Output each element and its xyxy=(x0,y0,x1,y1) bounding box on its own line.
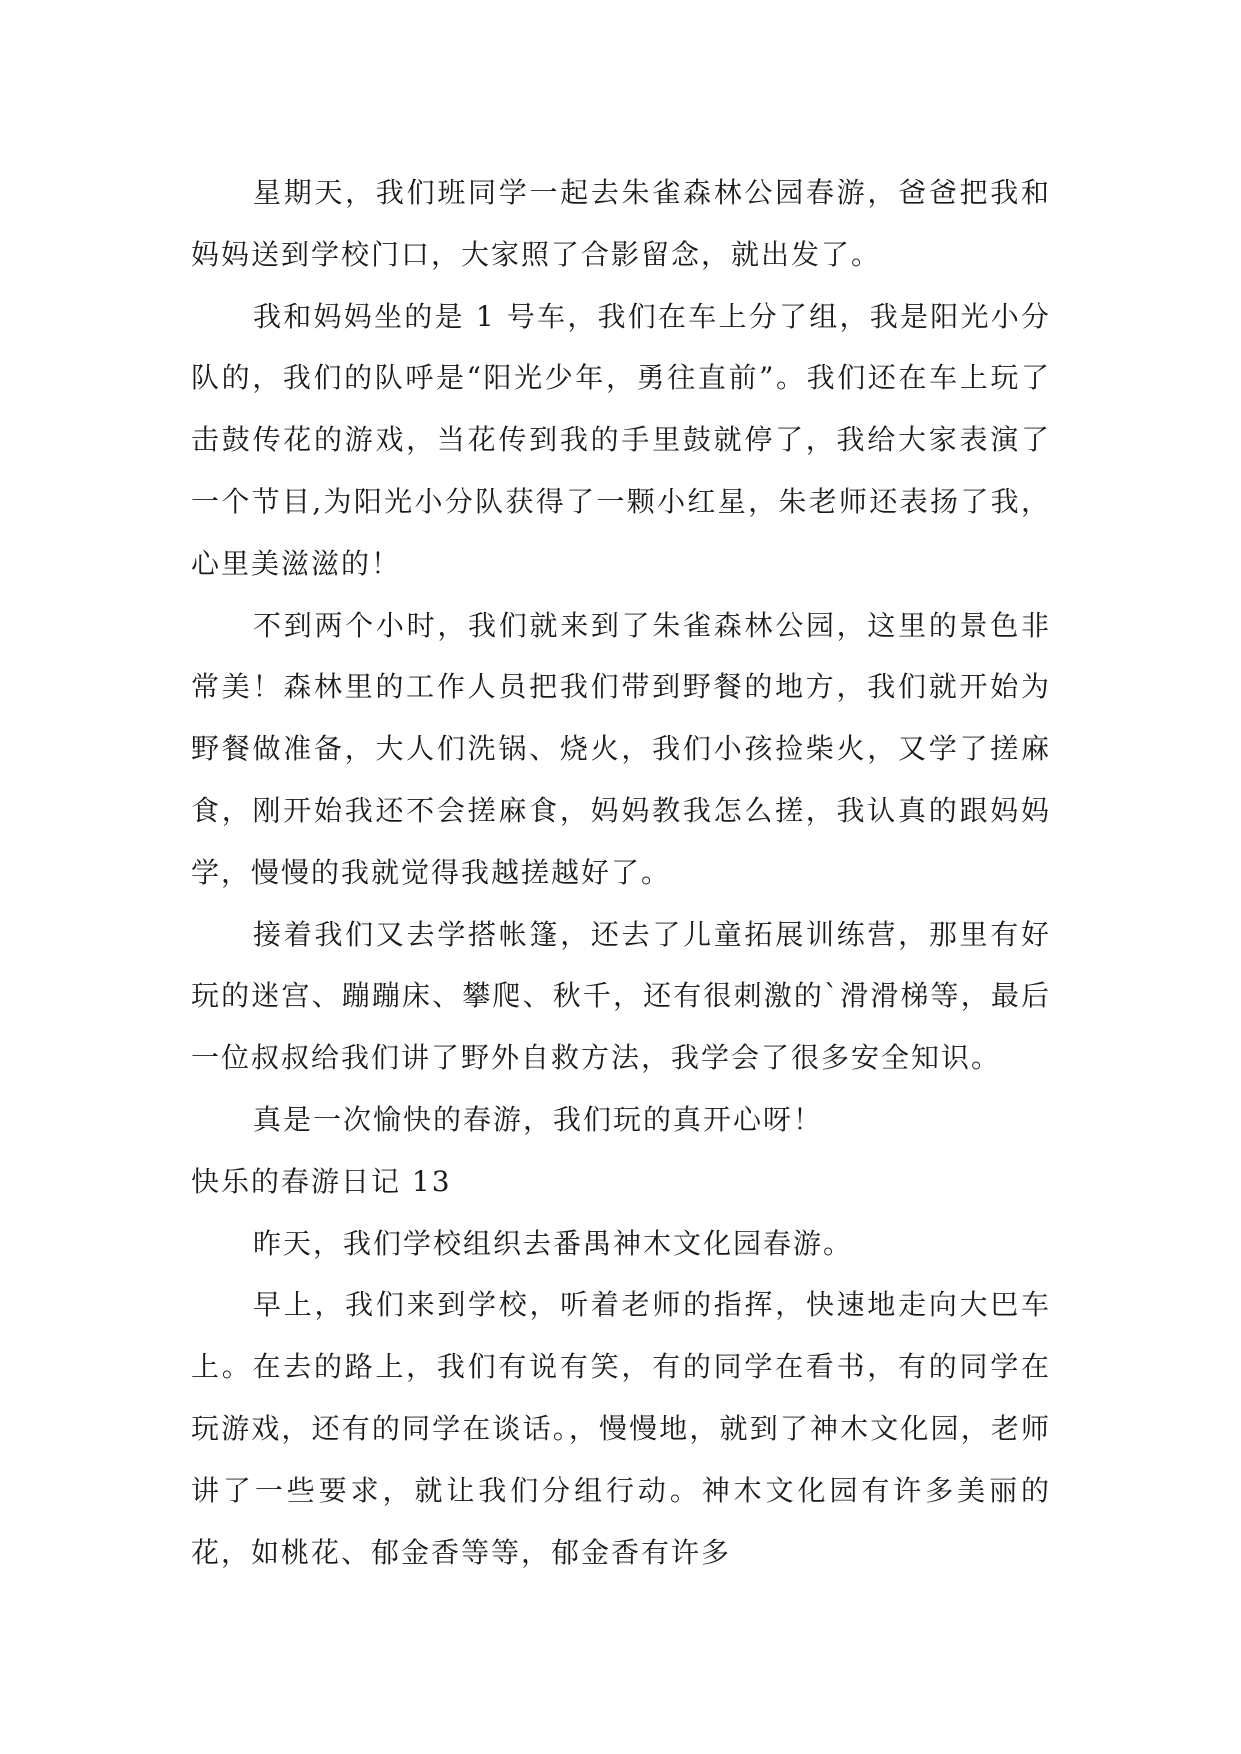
paragraph-bus-ride: 我和妈妈坐的是 1 号车，我们在车上分了组，我是阳光小分队的，我们的队呼是“阳光少年，勇往直前”。我们还在车上玩了击鼓传花的游戏，当花传到我的手里鼓就停了，我给大家表演了一个节目,为阳光小分队获得了一颗小红星，朱老师还表扬了我，心里美滋滋的！ xyxy=(191,299,1051,580)
paragraph-picnic: 不到两个小时，我们就来到了朱雀森林公园，这里的景色非常美！森林里的工作人员把我们带到野餐的地方，我们就开始为野餐做准备，大人们洗锅、烧火，我们小孩捡柴火，又学了搓麻食，刚开始我还不会搓麻食，妈妈教我怎么搓，我认真的跟妈妈学，慢慢的我就觉得我越搓越好了。 xyxy=(191,608,1051,889)
article-body xyxy=(191,162,1051,1583)
paragraph-conclusion: 真是一次愉快的春游，我们玩的真开心呀！ xyxy=(253,1102,824,1136)
paragraph-departure: 星期天，我们班同学一起去朱雀森林公园春游，爸爸把我和妈妈送到学校门口，大家照了合影留念，就出发了。 xyxy=(191,176,1051,271)
section-title: 快乐的春游日记 13 xyxy=(191,1164,452,1198)
paragraph-intro-2: 昨天，我们学校组织去番禺神木文化园春游。 xyxy=(253,1226,854,1260)
paragraph-activities: 接着我们又去学搭帐篷，还去了儿童拓展训练营，那里有好玩的迷宫、蹦蹦床、攀爬、秋千，还有很刺激的`滑滑梯等，最后一位叔叔给我们讲了野外自救方法，我学会了很多安全知识。 xyxy=(191,917,1051,1075)
paragraph-morning: 早上，我们来到学校，听着老师的指挥，快速地走向大巴车上。在去的路上，我们有说有笑，有的同学在看书，有的同学在玩游戏，还有的同学在谈话。，慢慢地，就到了神木文化园，老师讲了一些要求，就让我们分组行动。神木文化园有许多美丽的花，如桃花、郁金香等等，郁金香有许多 xyxy=(191,1288,1051,1569)
